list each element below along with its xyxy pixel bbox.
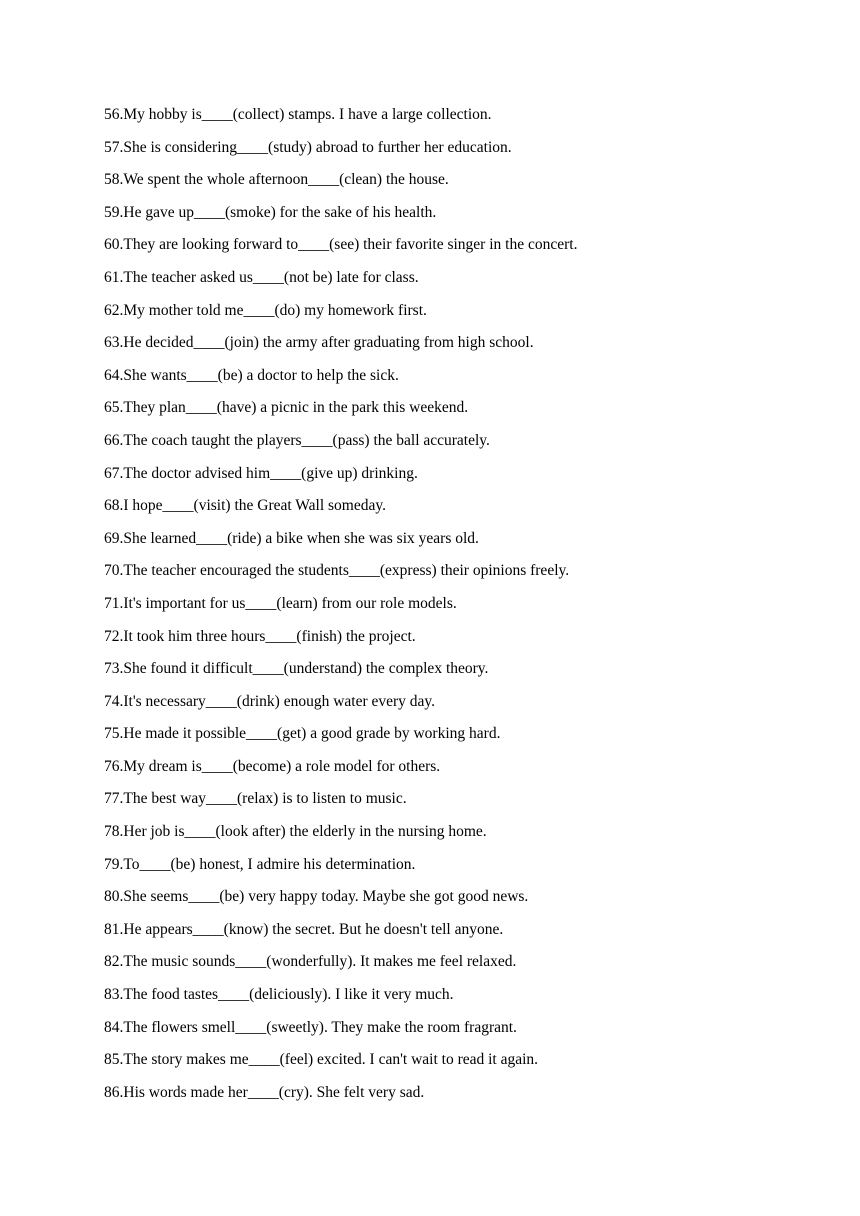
exercise-76: 76.My dream is____(become) a role model for others.: [104, 757, 441, 775]
exercise-79: 79.To____(be) honest, I admire his determination.: [104, 855, 416, 873]
exercise-67: 67.The doctor advised him____(give up) drinking.: [104, 464, 418, 482]
exercise-84: 84.The flowers smell____(sweetly). They make the room fragrant.: [104, 1018, 517, 1036]
exercise-86: 86.His words made her____(cry). She felt very sad.: [104, 1083, 425, 1101]
exercise-61: 61.The teacher asked us____(not be) late for class.: [104, 268, 419, 286]
exercise-74: 74.It's necessary____(drink) enough water every day.: [104, 692, 436, 710]
exercise-70: 70.The teacher encouraged the students____(express) their opinions freely.: [104, 562, 570, 580]
exercise-58: 58.We spent the whole afternoon____(clean) the house.: [104, 171, 449, 189]
exercise-72: 72.It took him three hours____(finish) the project.: [104, 627, 416, 645]
exercise-69: 69.She learned____(ride) a bike when she was six years old.: [104, 529, 479, 547]
exercise-77: 77.The best way____(relax) is to listen to music.: [104, 790, 407, 808]
exercise-83: 83.The food tastes____(deliciously). I like it very much.: [104, 986, 454, 1004]
exercise-list: [104, 101, 804, 1111]
exercise-65: 65.They plan____(have) a picnic in the park this weekend.: [104, 399, 469, 417]
exercise-68: 68.I hope____(visit) the Great Wall someday.: [104, 497, 386, 515]
exercise-75: 75.He made it possible____(get) a good grade by working hard.: [104, 725, 501, 743]
exercise-62: 62.My mother told me____(do) my homework first.: [104, 301, 427, 319]
exercise-56: 56.My hobby is____(collect) stamps. I have a large collection.: [104, 106, 492, 123]
exercise-66: 66.The coach taught the players____(pass) the ball accurately.: [104, 431, 490, 449]
exercise-71: 71.It's important for us____(learn) from our role models.: [104, 594, 457, 612]
exercise-60: 60.They are looking forward to____(see) their favorite singer in the concert.: [104, 236, 578, 254]
exercise-85: 85.The story makes me____(feel) excited. I can't wait to read it again.: [104, 1051, 539, 1069]
exercise-80: 80.She seems____(be) very happy today. Maybe she got good news.: [104, 888, 529, 906]
exercise-82: 82.The music sounds____(wonderfully). It makes me feel relaxed.: [104, 953, 517, 971]
exercise-81: 81.He appears____(know) the secret. But he doesn't tell anyone.: [104, 920, 504, 938]
exercise-64: 64.She wants____(be) a doctor to help the sick.: [104, 366, 399, 384]
exercise-73: 73.She found it difficult____(understand) the complex theory.: [104, 660, 489, 678]
exercise-57: 57.She is considering____(study) abroad to further her education.: [104, 138, 512, 156]
exercise-78: 78.Her job is____(look after) the elderly in the nursing home.: [104, 823, 487, 841]
exercise-59: 59.He gave up____(smoke) for the sake of his health.: [104, 203, 437, 221]
exercise-63: 63.He decided____(join) the army after graduating from high school.: [104, 334, 534, 352]
